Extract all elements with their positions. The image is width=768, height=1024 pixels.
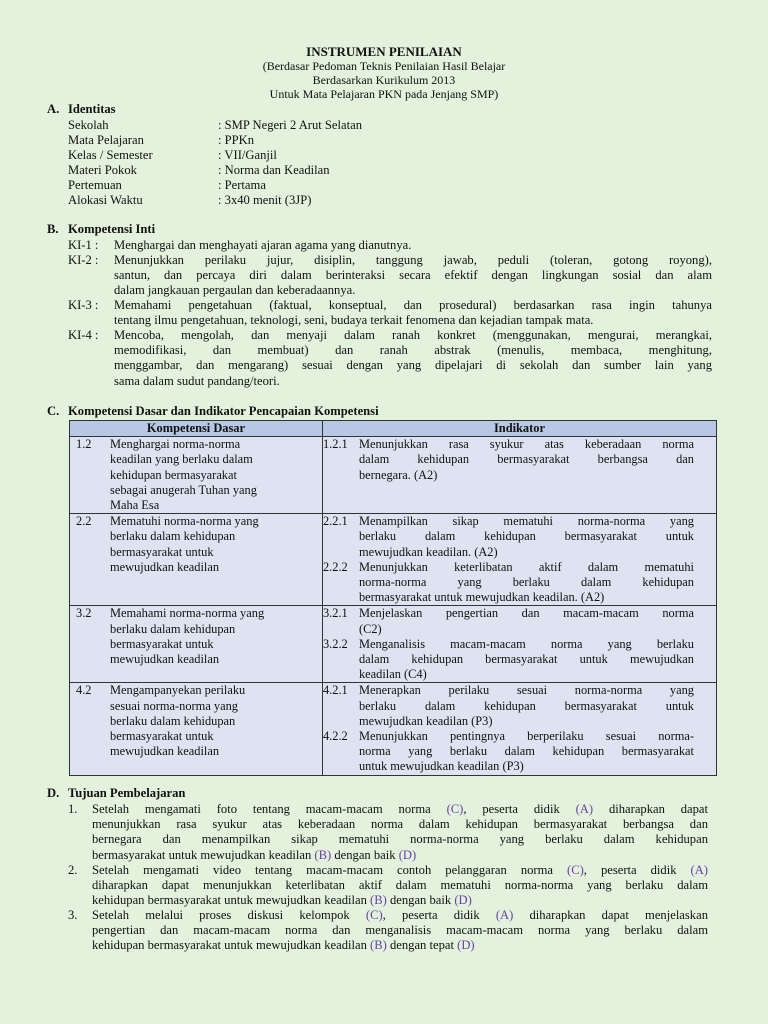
section-kompetensi-dasar-heading xyxy=(47,404,379,419)
ki-text-line: Mencoba, mengolah, dan menyaji dalam ranah konkret (menggunakan, mengurai, merangkai, xyxy=(114,328,712,342)
indicator-number: 4.2.2 xyxy=(322,729,348,744)
indicator-text-line: (C2) xyxy=(358,621,382,636)
tujuan-text-line: menunjukkan rasa syukur atas keberadaan norma dalam kehidupan bermasyarakat berbangsa dan xyxy=(92,817,708,832)
indicator-text-line: Menunjukkan rasa syukur atas keberadaan norma xyxy=(358,437,694,452)
ki-text-line: memodifikasi, dan membuat) dan ranah abstrak (menulis, membaca, menghitung, xyxy=(114,343,712,358)
kd-text-line: mewujudkan keadilan xyxy=(110,652,220,667)
table-header-row xyxy=(70,421,717,437)
subtitle-line-3: Untuk Mata Pelajaran PKN pada Jenjang SMP) xyxy=(269,87,499,101)
identitas-key: Kelas / Semester xyxy=(68,148,153,162)
kd-text-line: mewujudkan keadilan xyxy=(110,559,220,574)
indicator-cell xyxy=(322,437,716,514)
kd-cell xyxy=(70,437,323,514)
indicator-item xyxy=(323,514,716,560)
abcd-code: (A) xyxy=(690,863,708,877)
ki-text-line: menggambar, dan mengarang) sesuai dengan yang dipelajari di sekolah dan sumber lain yang xyxy=(114,358,712,373)
kd-text-line: keadilan yang berlaku dalam xyxy=(110,452,253,467)
kd-text-line: Menghargai norma-norma xyxy=(110,437,241,452)
identitas-value: : SMP Negeri 2 Arut Selatan xyxy=(218,118,362,132)
kd-number: 3.2 xyxy=(76,606,92,621)
section-title: Kompetensi Dasar dan Indikator Pencapaian Kompetensi xyxy=(68,404,379,418)
section-letter: C. xyxy=(47,404,60,418)
tujuan-number: 2. xyxy=(68,863,78,877)
tujuan-text-line: bernegara dan menampilkan sikap mematuhi norma-norma yang berlaku dalam kehidupan xyxy=(92,832,708,847)
tujuan-text-line: Setelah mengamati video tentang macam-macam contoh pelanggaran norma (C), peserta didik (A) xyxy=(92,863,708,877)
indicator-text-line: Menerapkan perilaku sesuai norma-norma yang xyxy=(358,683,694,698)
abcd-code: (A) xyxy=(495,908,514,922)
tujuan-text-line: Setelah mengamati foto tentang macam-macam norma (C), peserta didik (A) diharapkan dapat xyxy=(92,802,709,816)
identitas-key: Materi Pokok xyxy=(68,163,137,177)
kd-number: 4.2 xyxy=(76,683,92,698)
section-tujuan-heading xyxy=(47,786,185,801)
kd-text-line: mewujudkan keadilan xyxy=(110,744,220,759)
tujuan-text xyxy=(92,908,708,954)
subtitle-line-1: (Berdasar Pedoman Teknis Penilaian Hasil Belajar xyxy=(262,59,506,73)
ki-text-line: Menghargai dan menghayati ajaran agama yang dianutnya. xyxy=(114,238,412,252)
indicator-text-line: norma yang berlaku dalam kehidupan bermasyarakat xyxy=(358,744,694,759)
kd-text-line: bermasyarakat untuk xyxy=(110,544,214,559)
kd-text-line: Mengampanyekan perilaku xyxy=(110,683,246,698)
abcd-code: (B) xyxy=(370,938,387,953)
kd-text-line: Mematuhi norma-norma yang xyxy=(110,514,259,529)
table-row xyxy=(70,606,717,683)
tujuan-text xyxy=(92,863,708,909)
column-header-indikator: Indikator xyxy=(322,421,716,437)
kd-text-line: sebagai anugerah Tuhan yang xyxy=(110,482,257,497)
ki-text-line: santun, dan percaya diri dalam berinteraksi secara efektif dengan lingkungan sosial dan alam xyxy=(114,268,712,283)
kd-indicator-table xyxy=(69,420,717,776)
kd-text-line: berlaku dalam kehidupan xyxy=(110,713,236,728)
indicator-text-line: Menjelaskan pengertian dan macam-macam norma xyxy=(358,606,694,621)
abcd-code: (C) xyxy=(567,863,584,877)
indicator-item xyxy=(323,729,716,775)
abcd-code: (A) xyxy=(575,802,594,816)
section-identitas-heading xyxy=(47,102,116,117)
section-letter: A. xyxy=(47,102,60,116)
tujuan-text-line: kehidupan bermasyarakat untuk mewujudkan keadilan (B) dengan tepat (D) xyxy=(92,938,475,953)
table-row xyxy=(70,437,717,514)
tujuan-text-line: Setelah melalui proses diskusi kelompok (C), peserta didik (A) diharapkan dapat menjelaskan xyxy=(92,908,708,922)
abcd-code: (D) xyxy=(398,847,417,862)
tujuan-text-line: bermasyarakat untuk mewujudkan keadilan (B) dengan baik (D) xyxy=(92,847,417,862)
identitas-key: Sekolah xyxy=(68,118,109,132)
indicator-text-line: Menganalisis macam-macam norma yang berlaku xyxy=(358,636,694,651)
tujuan-number: 1. xyxy=(68,802,78,816)
indicator-number: 2.2.2 xyxy=(322,559,348,574)
kd-text-line: berlaku dalam kehidupan xyxy=(110,621,236,636)
ki-label: KI-4 : xyxy=(68,328,99,342)
kd-number: 2.2 xyxy=(76,514,92,529)
indicator-text-line: berlaku dalam kehidupan bermasyarakat untuk xyxy=(358,698,694,713)
indicator-text-line: mewujudkan keadilan (P3) xyxy=(358,713,493,728)
tujuan-text-line: diharapkan dapat menunjukkan keterlibatan aktif dalam mematuhi norma-norma yang berlaku dalam xyxy=(92,878,708,893)
indicator-item xyxy=(323,606,716,636)
indicator-cell xyxy=(322,514,716,606)
tujuan-number: 3. xyxy=(68,908,78,922)
indicator-text-line: Menunjukkan keterlibatan aktif dalam mematuhi xyxy=(358,559,694,574)
identitas-value: : Pertama xyxy=(218,178,266,192)
identitas-row xyxy=(68,133,728,148)
identitas-row xyxy=(68,163,728,178)
indicator-number: 1.2.1 xyxy=(322,437,348,452)
kd-text-line: Memahami norma-norma yang xyxy=(110,606,265,621)
kd-text-line: kehidupan bermasyarakat xyxy=(110,467,237,482)
indicator-number: 2.2.1 xyxy=(322,514,348,529)
kd-text-line: bermasyarakat untuk xyxy=(110,729,214,744)
ki-text-line: Memahami pengetahuan (faktual, konseptual, dan prosedural) berdasarkan rasa ingin tahunya xyxy=(114,298,712,312)
ki-text-line: tentang ilmu pengetahuan, teknologi, seni, budaya terkait fenomena dan kejadian tampak mata. xyxy=(114,313,594,328)
ki-label: KI-3 : xyxy=(68,298,99,312)
indicator-item xyxy=(323,560,716,606)
ki-label: KI-2 : xyxy=(68,253,99,267)
subtitle-line-2: Berdasarkan Kurikulum 2013 xyxy=(312,73,456,87)
indicator-text-line: Menunjukkan pentingnya berperilaku sesuai norma- xyxy=(358,729,694,744)
identitas-row xyxy=(68,178,728,193)
indicator-text-line: bernegara. (A2) xyxy=(358,467,438,482)
identitas-value: : 3x40 menit (3JP) xyxy=(218,193,312,207)
kd-cell xyxy=(70,606,323,683)
kd-text-line: Maha Esa xyxy=(110,498,160,513)
section-kompetensi-inti-heading xyxy=(47,222,155,237)
tujuan-text-line: kehidupan bermasyarakat untuk mewujudkan keadilan (B) dengan baik (D) xyxy=(92,893,472,908)
section-title: Identitas xyxy=(68,102,116,116)
indicator-item xyxy=(323,637,716,683)
ki-text-line: Menunjukkan perilaku jujur, disiplin, tanggung jawab, peduli (toleran, gotong royong), xyxy=(114,253,712,267)
abcd-code: (C) xyxy=(446,802,464,816)
indicator-cell xyxy=(322,606,716,683)
tujuan-text xyxy=(92,802,708,863)
tujuan-text-line: pengertian dan macam-macam norma dan menganalisis macam-macam norma yang berlaku dalam xyxy=(92,923,708,938)
section-title: Tujuan Pembelajaran xyxy=(68,786,186,800)
indicator-text-line: berlaku dalam kehidupan bermasyarakat untuk xyxy=(358,529,694,544)
kd-text-line: sesuai norma-norma yang xyxy=(110,698,238,713)
indicator-text-line: mewujudkan keadilan. (A2) xyxy=(358,544,498,559)
indicator-cell xyxy=(322,683,716,775)
identitas-value: : PPKn xyxy=(218,133,255,147)
kd-text-line: bermasyarakat untuk xyxy=(110,636,214,651)
abcd-code: (D) xyxy=(454,893,472,908)
identitas-row xyxy=(68,148,728,163)
indicator-text-line: bermasyarakat untuk mewujudkan keadilan. (A2) xyxy=(358,590,605,605)
indicator-number: 4.2.1 xyxy=(322,683,348,698)
identitas-key: Mata Pelajaran xyxy=(68,133,144,147)
indicator-text-line: dalam kehidupan bermasyarakat untuk mewujudkan xyxy=(358,652,694,667)
table-row xyxy=(70,683,717,775)
abcd-code: (B) xyxy=(314,847,332,862)
indicator-item xyxy=(323,437,716,483)
document-title: INSTRUMEN PENILAIAN xyxy=(306,44,462,59)
indicator-item xyxy=(323,683,716,729)
section-title: Kompetensi Inti xyxy=(68,222,156,236)
identitas-key: Pertemuan xyxy=(68,178,122,192)
abcd-code: (B) xyxy=(370,893,387,908)
abcd-code: (C) xyxy=(365,908,383,922)
section-letter: B. xyxy=(47,222,59,236)
ki-label: KI-1 : xyxy=(68,238,99,252)
indicator-text-line: Menampilkan sikap mematuhi norma-norma yang xyxy=(358,514,694,529)
kd-number: 1.2 xyxy=(76,437,92,452)
indicator-text-line: dalam kehidupan bermasyarakat berbangsa dan xyxy=(358,452,694,467)
identitas-value: : Norma dan Keadilan xyxy=(218,163,330,177)
indicator-number: 3.2.1 xyxy=(322,606,348,621)
identitas-row xyxy=(68,118,728,133)
identitas-value: : VII/Ganjil xyxy=(218,148,277,162)
kd-text-line: berlaku dalam kehidupan xyxy=(110,529,236,544)
kd-cell xyxy=(70,683,323,775)
indicator-text-line: keadilan (C4) xyxy=(358,667,427,682)
ki-text-line: dalam jangkauan pergaulan dan keberadaannya. xyxy=(114,283,356,298)
identitas-row xyxy=(68,193,728,208)
indicator-number: 3.2.2 xyxy=(322,636,348,651)
kd-cell xyxy=(70,514,323,606)
identitas-key: Alokasi Waktu xyxy=(68,193,143,207)
table-row xyxy=(70,514,717,606)
ki-text-line: sama dalam sudut pandang/teori. xyxy=(114,373,280,388)
indicator-text-line: untuk mewujudkan keadilan (P3) xyxy=(358,759,524,774)
section-letter: D. xyxy=(47,786,60,800)
indicator-text-line: norma-norma yang berlaku dalam kehidupan xyxy=(358,575,694,590)
column-header-kd: Kompetensi Dasar xyxy=(70,421,323,437)
abcd-code: (D) xyxy=(457,938,475,953)
